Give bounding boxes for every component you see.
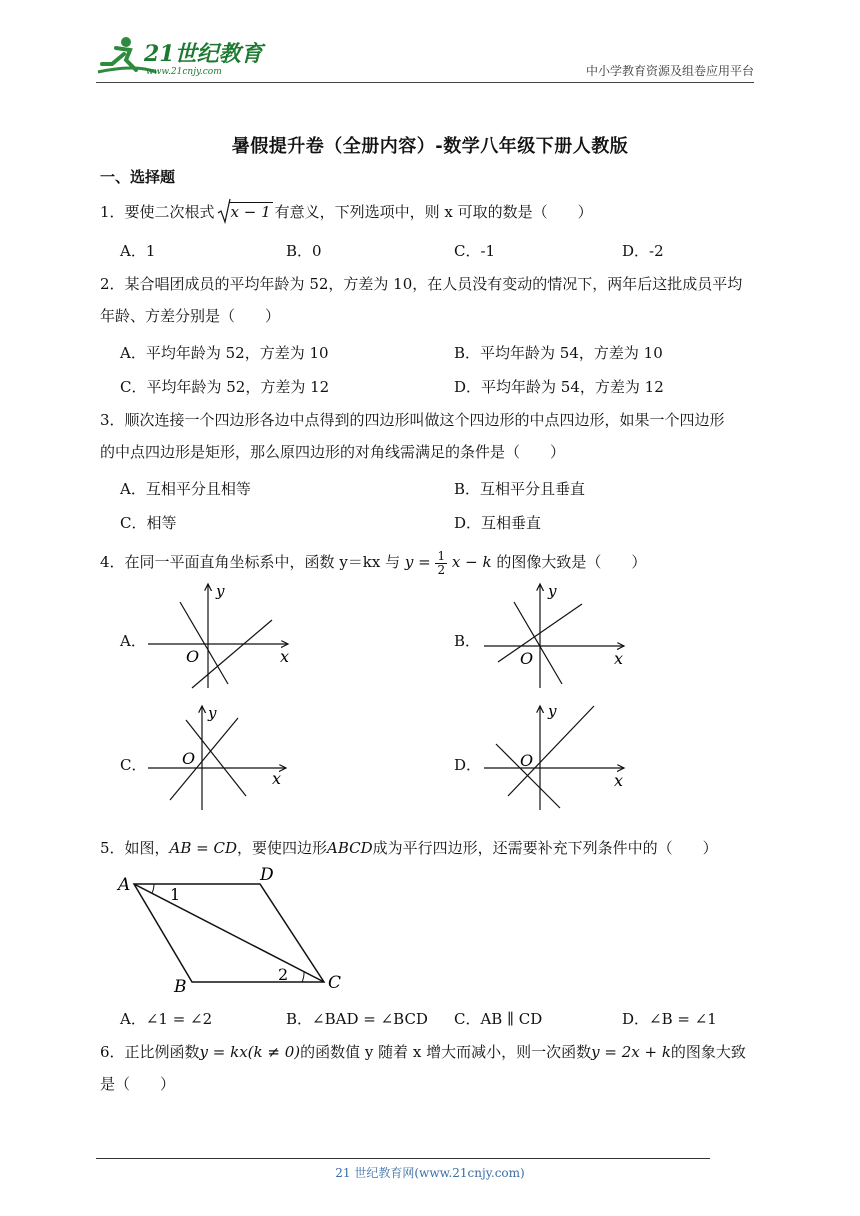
- site-logo: [96, 34, 266, 76]
- fraction: [435, 550, 447, 577]
- logo-url-text: www.21cnjy.com: [146, 67, 222, 76]
- header-platform-text: 中小学教育资源及组卷应用平台: [585, 64, 754, 78]
- graph-option-a: [140, 580, 300, 690]
- x-label: x: [614, 649, 624, 668]
- footer-divider: [96, 1158, 710, 1159]
- option-c[interactable]: C．平均年龄为 52，方差为 12: [120, 378, 330, 396]
- vertex-a-label: A: [118, 875, 131, 895]
- option-b[interactable]: B．0: [286, 242, 322, 260]
- question-text: 3．顺次连接一个四边形各边中点得到的四边形叫做这个四边形的中点四边形，如果一个四边形: [100, 411, 725, 429]
- formula: y = 2x + k: [591, 1043, 671, 1061]
- question-text: 成为平行四边形，还需要补充下列条件中的（ ）: [372, 839, 718, 857]
- option-b[interactable]: B．∠BAD = ∠BCD: [286, 1010, 428, 1028]
- formula: ABCD: [327, 839, 373, 857]
- question-2: [100, 268, 760, 332]
- vertex-d-label: D: [260, 865, 274, 885]
- formula: y =: [404, 553, 431, 571]
- question-text: 的中点四边形是矩形，那么原四边形的对角线需满足的条件是（ ）: [100, 443, 566, 461]
- graph-line: [180, 602, 228, 684]
- option-a[interactable]: A．1: [120, 242, 156, 260]
- formula: y = kx(k ≠ 0): [199, 1043, 301, 1061]
- question-1: [100, 196, 760, 228]
- graph-option-b: [478, 580, 638, 690]
- question-text: 年龄、方差分别是（ ）: [100, 307, 281, 325]
- option-a[interactable]: A．平均年龄为 52，方差为 10: [120, 344, 329, 362]
- vertex-c-label: C: [328, 973, 342, 993]
- graph-line: [514, 602, 562, 684]
- option-d[interactable]: D．: [454, 756, 482, 774]
- graph-line: [170, 718, 238, 800]
- option-b[interactable]: B．: [454, 632, 481, 650]
- x-label: x: [614, 771, 624, 790]
- runner-logo-icon: [96, 34, 266, 76]
- angle-1-label: 1: [170, 885, 181, 904]
- question-text: 2．某合唱团成员的平均年龄为 52，方差为 10，在人员没有变动的情况下，两年后这批成员平均: [100, 275, 743, 293]
- option-b[interactable]: B．互相平分且垂直: [454, 480, 586, 498]
- origin-label: O: [182, 749, 196, 768]
- option-c[interactable]: C．-1: [454, 242, 496, 260]
- section-heading: 一、选择题: [100, 168, 176, 186]
- question-text: 的图象大致: [670, 1043, 746, 1061]
- question-text: 4．在同一平面直角坐标系中，函数 y＝kx 与: [100, 553, 401, 571]
- origin-label: O: [520, 751, 534, 770]
- origin-label: O: [186, 647, 200, 666]
- question-text: 1．要使二次根式: [100, 203, 215, 221]
- graph-option-c: [140, 702, 300, 812]
- radical-sign-icon: [217, 198, 231, 224]
- question-3: [100, 404, 760, 468]
- y-label: y: [208, 704, 217, 722]
- quadrilateral-figure: [112, 862, 352, 998]
- question-text: 有意义，下列选项中，则 x 可取的数是（ ）: [274, 203, 593, 221]
- option-d[interactable]: D．-2: [622, 242, 664, 260]
- footer-link[interactable]: 21 世纪教育网(www.21cnjy.com): [335, 1166, 525, 1180]
- question-4: [100, 546, 760, 578]
- angle-1-arc: [152, 884, 154, 893]
- logo-text: 21世纪教育: [144, 41, 263, 67]
- formula: AB = CD: [169, 839, 238, 857]
- y-label: y: [548, 582, 557, 600]
- graph-line: [192, 620, 272, 688]
- option-d[interactable]: D．互相垂直: [454, 514, 542, 532]
- option-a[interactable]: A．: [120, 632, 146, 650]
- question-text: 是（ ）: [100, 1075, 176, 1093]
- x-label: x: [280, 647, 290, 666]
- vertex-b-label: B: [174, 977, 187, 997]
- angle-2-arc: [302, 972, 304, 982]
- origin-label: O: [520, 649, 534, 668]
- sqrt-expression: [217, 196, 273, 228]
- question-text: 的图像大致是（ ）: [496, 553, 647, 571]
- option-c[interactable]: C．: [120, 756, 147, 774]
- formula: x − k: [451, 553, 492, 571]
- graph-option-d: [478, 702, 638, 812]
- option-a[interactable]: A．互相平分且相等: [120, 480, 251, 498]
- option-d[interactable]: D．∠B = ∠1: [622, 1010, 717, 1028]
- y-label: y: [216, 582, 225, 600]
- option-c[interactable]: C．相等: [120, 514, 177, 532]
- question-5: [100, 832, 760, 864]
- fraction-denominator: 2: [437, 562, 446, 577]
- y-label: y: [548, 702, 557, 720]
- question-6: [100, 1036, 760, 1100]
- angle-2-label: 2: [278, 965, 289, 984]
- header-divider: [96, 82, 754, 83]
- question-text: 6．正比例函数: [100, 1043, 200, 1061]
- page-title: 暑假提升卷（全册内容）-数学八年级下册人教版: [231, 136, 629, 157]
- option-c[interactable]: C．AB ∥ CD: [454, 1010, 543, 1028]
- question-text: ，要使四边形: [237, 839, 328, 857]
- option-a[interactable]: A．∠1 = ∠2: [120, 1010, 213, 1028]
- option-d[interactable]: D．平均年龄为 54，方差为 12: [454, 378, 664, 396]
- radicand: x − 1: [230, 203, 271, 221]
- question-text: 5．如图，: [100, 839, 170, 857]
- question-text: 的函数值 y 随着 x 增大而减小，则一次函数: [300, 1043, 592, 1061]
- fraction-numerator: 1: [437, 548, 446, 563]
- option-b[interactable]: B．平均年龄为 54，方差为 10: [454, 344, 663, 362]
- x-label: x: [272, 769, 282, 788]
